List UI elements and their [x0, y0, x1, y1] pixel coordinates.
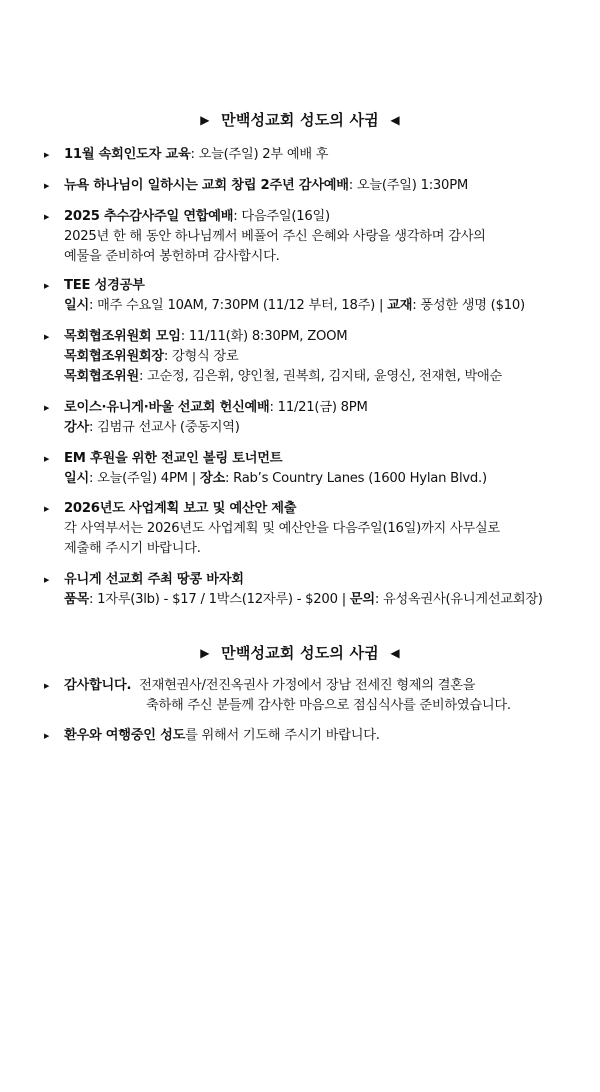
item-line [64, 367, 588, 387]
bullet-icon: ▶ [44, 576, 50, 584]
announcement-item [44, 276, 588, 316]
item-heading: 2026년도 사업계획 보고 및 예산안 제출 [64, 501, 297, 516]
item-label: 일시 [64, 471, 89, 486]
item-heading: EM 후원을 위한 전교인 볼링 토너먼트 [64, 451, 283, 466]
announcement-item [44, 398, 588, 438]
section-header-1 [0, 109, 600, 130]
bullet-icon: ▶ [44, 151, 50, 159]
item-label: 장소 [199, 471, 225, 486]
arrow-left-icon: ◀ [390, 646, 400, 660]
item-label: 목회협조위원 [64, 369, 139, 384]
item-line [64, 726, 588, 746]
item-heading: 감사합니다. [64, 678, 132, 693]
separator: | [341, 592, 346, 607]
item-line [64, 145, 588, 165]
announcement-item [44, 726, 588, 746]
separator: | [191, 471, 196, 486]
item-heading: 환우와 여행중인 성도 [64, 728, 186, 743]
item-heading: 11월 속회인도자 교육 [64, 147, 191, 162]
item-text: : 오늘(주일) 1:30PM [348, 178, 469, 193]
item-line [64, 296, 588, 316]
item-text: : Rab’s Country Lanes (1600 Hylan Blvd.) [224, 471, 487, 486]
item-line [64, 590, 588, 610]
item-text: : 유성옥권사(유니게선교회장) [374, 592, 543, 607]
item-line: 예물을 준비하여 봉헌하며 감사합시다. [64, 249, 280, 264]
item-label: 일시 [64, 298, 89, 313]
bullet-icon: ▶ [44, 333, 50, 341]
item-line: 2025년 한 해 동안 하나님께서 베풀어 주신 은혜와 사랑을 생각하며 감사의 [64, 229, 486, 244]
announcement-item [44, 570, 588, 610]
arrow-right-icon: ▶ [200, 646, 210, 660]
item-text: : 11/21(금) 8PM [269, 400, 368, 415]
bullet-icon: ▶ [44, 682, 50, 690]
section-title: 만백성교회 성도의 사귐 [221, 644, 379, 662]
item-text: : 고순정, 김은휘, 양인철, 권복희, 김지태, 윤영신, 전재현, 박애순 [138, 369, 502, 384]
item-line [64, 418, 588, 438]
item-line [64, 347, 588, 367]
item-heading: 뉴욕 하나님이 일하시는 교회 창립 2주년 감사예배 [64, 178, 349, 193]
item-label: 목회협조위원회장 [64, 349, 164, 364]
item-line [64, 398, 588, 418]
item-text: : 다음주일(16일) [233, 209, 330, 224]
item-text: : 매주 수요일 10AM, 7:30PM (11/12 부터, 18주) [88, 298, 376, 313]
item-text: : 김범규 선교사 (중동지역) [88, 420, 240, 435]
bullet-icon: ▶ [44, 282, 50, 290]
item-line: 각 사역부서는 2026년도 사업계획 및 예산안을 다음주일(16일)까지 사무실로 [64, 521, 500, 536]
item-line [64, 676, 588, 696]
arrow-right-icon: ▶ [200, 113, 210, 127]
item-text: : 11/11(화) 8:30PM, ZOOM [180, 329, 348, 344]
item-heading: 목회협조위원회 모임 [64, 329, 181, 344]
item-text: : 풍성한 생명 ($10) [412, 298, 525, 313]
bullet-icon: ▶ [44, 455, 50, 463]
item-text: : 강형식 장로 [163, 349, 239, 364]
item-text: : 1자루(3lb) - $17 / 1박스(12자루) - $200 [88, 592, 338, 607]
item-text: 전재현권사/전진옥권사 가정에서 장남 전세진 형제의 결혼을 [131, 678, 476, 693]
item-label: 문의 [349, 592, 375, 607]
section-title: 만백성교회 성도의 사귐 [221, 111, 379, 129]
item-heading: 유니게 선교회 주최 땅콩 바자회 [64, 572, 244, 587]
bullet-icon: ▶ [44, 505, 50, 513]
item-line: 축하해 주신 분들께 감사한 마음으로 점심식사를 준비하였습니다. [146, 698, 511, 713]
item-line [64, 176, 588, 196]
item-heading: 2025 추수감사주일 연합예배 [64, 209, 234, 224]
item-line [64, 327, 588, 347]
item-line [64, 207, 588, 227]
announcement-item [44, 176, 588, 196]
item-heading: 로이스·유니게·바울 선교회 헌신예배 [64, 400, 270, 415]
announcement-item [44, 327, 588, 387]
item-text: : 오늘(주일) 2부 예배 후 [190, 147, 329, 162]
bullet-icon: ▶ [44, 732, 50, 740]
item-heading: TEE 성경공부 [64, 278, 145, 293]
item-label: 품목 [64, 592, 89, 607]
item-label: 강사 [64, 420, 89, 435]
item-label: 교재 [387, 298, 413, 313]
announcement-item [44, 499, 588, 559]
bullet-icon: ▶ [44, 213, 50, 221]
bullet-icon: ▶ [44, 182, 50, 190]
announcement-item [44, 449, 588, 489]
separator: | [379, 298, 384, 313]
section-header-2 [0, 642, 600, 663]
announcement-item [44, 207, 588, 267]
announcement-item [44, 676, 588, 716]
bullet-icon: ▶ [44, 404, 50, 412]
item-text: 를 위해서 기도해 주시기 바랍니다. [185, 728, 380, 743]
item-text: : 오늘(주일) 4PM [88, 471, 188, 486]
item-line: 제출해 주시기 바랍니다. [64, 541, 201, 556]
item-line [64, 469, 588, 489]
arrow-left-icon: ◀ [390, 113, 400, 127]
announcement-item [44, 145, 588, 165]
